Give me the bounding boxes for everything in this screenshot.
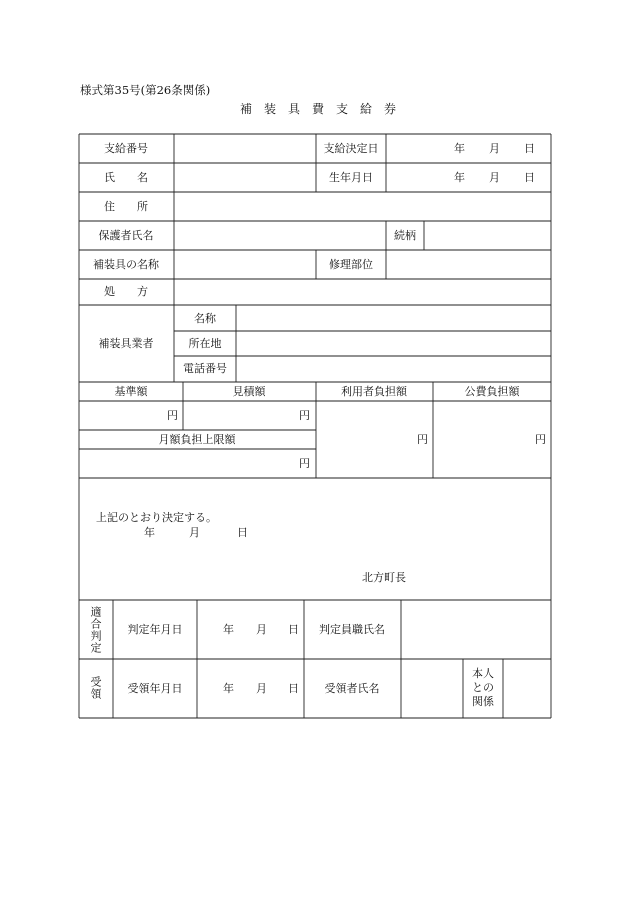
document-title: 補 装 具 費 支 給 券 (239, 102, 396, 116)
receipt-year: 年 (223, 682, 234, 695)
vendor-name-label: 名称 (194, 312, 216, 325)
public-burden-yen: 円 (535, 433, 546, 446)
guardian-name-label: 保護者氏名 (98, 229, 154, 242)
name-label: 氏 名 (104, 171, 148, 184)
judgment-officer-label: 判定員職氏名 (319, 623, 385, 636)
decision-stmt-month: 月 (189, 526, 200, 539)
repair-part-label: 修理部位 (329, 258, 373, 271)
estimate-yen: 円 (299, 409, 310, 422)
birth-year-label: 年 (454, 171, 465, 184)
judgment-day: 日 (288, 623, 299, 636)
prescription-label: 処 方 (104, 285, 148, 298)
vendor-phone-label: 電話番号 (183, 362, 227, 375)
vendor-address-label: 所在地 (188, 337, 222, 350)
decision-year-label: 年 (454, 142, 465, 155)
receipt-label: 受領 (89, 676, 102, 700)
birth-month-label: 月 (489, 171, 500, 184)
birth-day-label: 日 (524, 171, 535, 184)
support-number-label: 支給番号 (104, 142, 148, 155)
estimate-amount-label: 見積額 (232, 385, 266, 398)
decision-stmt-day: 日 (237, 526, 248, 539)
relation-line-1: 本人 (472, 667, 494, 680)
relation-label: 続柄 (394, 229, 416, 242)
form-number: 様式第35号(第26条関係) (80, 83, 211, 97)
judgment-date-label: 判定年月日 (127, 623, 183, 636)
device-name-label: 補装具の名称 (93, 258, 159, 271)
relation-line-2: との (472, 681, 494, 694)
standard-amount-label: 基準額 (114, 385, 148, 398)
address-label: 住 所 (104, 200, 148, 213)
relation-line-3: 関係 (472, 695, 494, 708)
receiver-name-label: 受領者氏名 (324, 682, 380, 695)
user-burden-label: 利用者負担額 (341, 385, 407, 398)
signer: 北方町長 (362, 571, 406, 584)
decision-stmt-year: 年 (144, 526, 155, 539)
monthly-cap-yen: 円 (299, 457, 310, 470)
public-burden-label: 公費負担額 (464, 385, 520, 398)
decision-day-label: 日 (524, 142, 535, 155)
decision-date-label: 支給決定日 (323, 142, 379, 155)
birth-date-label: 生年月日 (329, 171, 373, 184)
monthly-cap-label: 月額負担上限額 (158, 433, 236, 446)
vendor-label: 補装具業者 (98, 337, 154, 350)
standard-yen: 円 (167, 409, 178, 422)
judgment-month: 月 (256, 623, 267, 636)
receipt-month: 月 (256, 682, 267, 695)
receipt-relation-label (472, 667, 494, 709)
user-burden-yen: 円 (417, 433, 428, 446)
judgment-label: 適合判定 (89, 606, 102, 654)
decision-statement: 上記のとおり決定する。 (96, 511, 217, 524)
decision-month-label: 月 (489, 142, 500, 155)
receipt-day: 日 (288, 682, 299, 695)
judgment-year: 年 (223, 623, 234, 636)
receipt-date-label: 受領年月日 (127, 682, 183, 695)
